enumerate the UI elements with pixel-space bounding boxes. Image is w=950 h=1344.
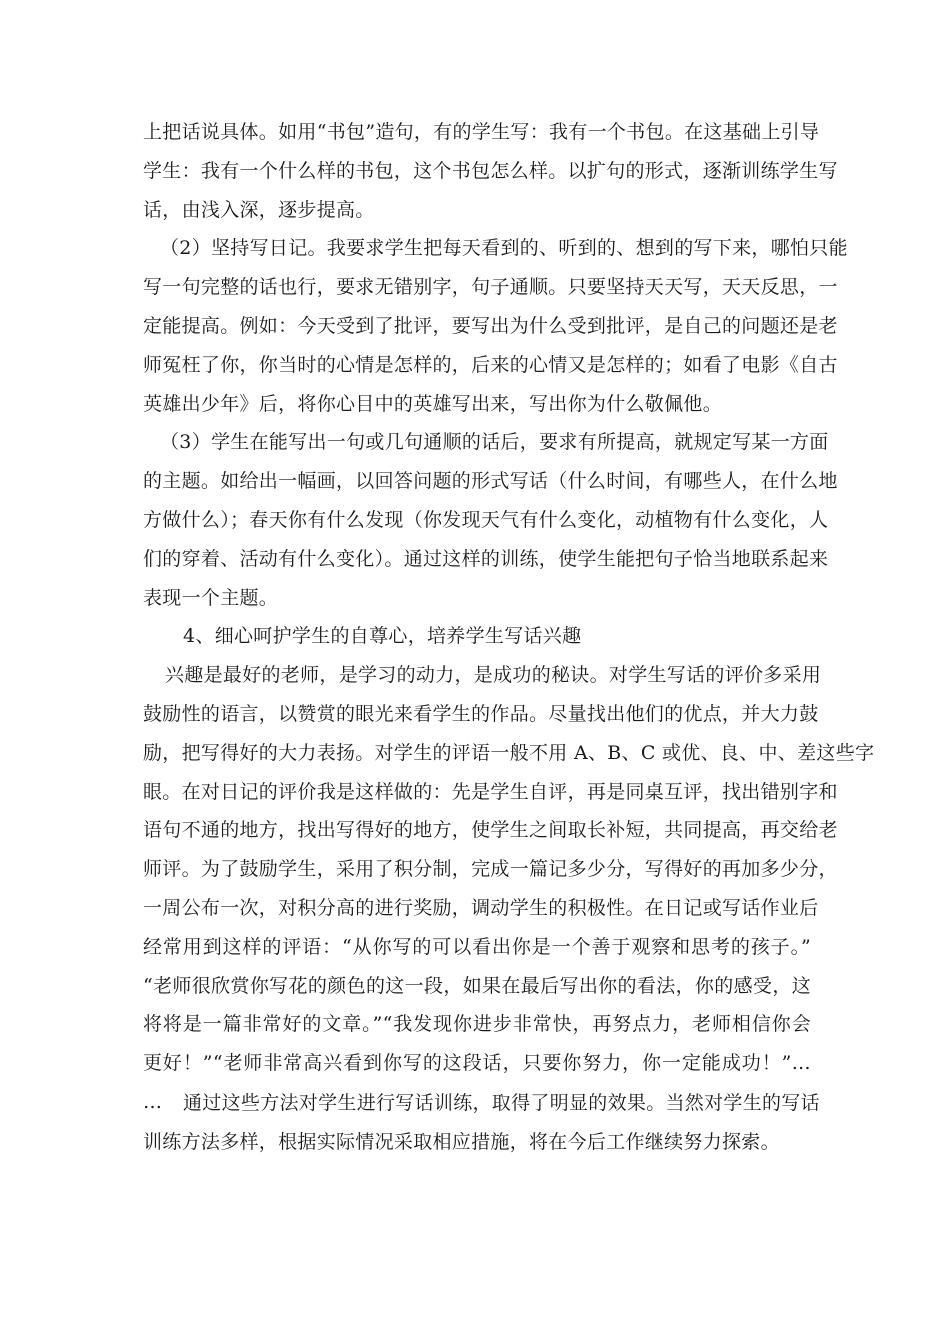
text-line: 经常用到这样的评语：“从你写的可以看出你是一个善于观察和思考的孩子。” [143,935,811,958]
text-line: 一周公布一次，对积分高的进行奖励，调动学生的积极性。在日记或写话作业后 [143,896,819,919]
closing-paragraph [143,1084,820,1162]
text-line: 兴趣是最好的老师，是学习的动力，是成功的秘诀。对学生写话的评价多采用 [165,664,822,687]
text-line: 学生：我有一个什么样的书包，这个书包怎么样。以扩句的形式，逐渐训练学生写 [143,159,838,182]
text-line: 英雄出少年》后，将你心目中的英雄写出来，写出你为什么敬佩他。 [143,392,723,415]
text-line: 定能提高。例如：今天受到了批评，要写出为什么受到批评，是自己的问题还是老 [143,314,838,337]
text-line: 方做什么）；春天你有什么发现（你发现天气有什么变化，动植物有什么变化，人 [143,508,829,531]
text-line: 通过这些方法对学生进行写话训练，取得了明显的效果。当然对学生的写话 [183,1092,820,1114]
text-line: 励，把写得好的大力表扬。对学生的评语一般不用 A、B、C 或优、良、中、差这些字 [143,741,875,764]
text-line: 表现一个主题。 [143,586,279,609]
text-line: 写一句完整的话也行，要求无错别字，句子通顺。只要坚持天天写，天天反思，一 [143,276,838,299]
text-line: 鼓励性的语言，以赞赏的眼光来看学生的作品。尽量找出他们的优点，并大力鼓 [143,702,819,725]
text-line: … [143,1090,163,1113]
text-line: 们的穿着、活动有什么变化）。通过这样的训练，使学生能把句子恰当地联系起来 [143,547,829,570]
text-line: “老师很欣赏你写花的颜色的这一段，如果在最后写出你的看法，你的感受，这 [143,974,811,997]
text-line: 将将是一篇非常好的文章。”“我发现你进步非常快，再努点力，老师相信你会 [143,1013,811,1036]
text-line: 话，由浅入深，逐步提高。 [143,198,375,221]
section-heading: 4、细心呵护学生的自尊心，培养学生写话兴趣 [183,625,582,648]
text-line: 更好！”“老师非常高兴看到你写的这段话，只要你努力，你一定能成功！”… [143,1052,811,1075]
text-line: （2）坚持写日记。我要求学生把每天看到的、听到的、想到的写下来，哪怕只能 [160,237,848,260]
text-line: 的主题。如给出一幅画，以回答问题的形式写话（什么时间，有哪些人，在什么地 [143,470,838,493]
text-line: 语句不通的地方，找出写得好的地方，使学生之间取长补短，共同提高，再交给老 [143,819,838,842]
body-text [143,113,875,1122]
text-line: 训练方法多样，根据实际情况采取相应措施，将在今后工作继续努力探索。 [143,1130,780,1153]
text-line: 眼。在对日记的评价我是这样做的：先是学生自评，再是同桌互评，找出错别字和 [143,780,838,803]
text-line: （3）学生在能写出一句或几句通顺的话后，要求有所提高，就规定写某一方面 [160,431,829,454]
text-line: 师冤枉了你，你当时的心情是怎样的，后来的心情又是怎样的；如看了电影《自古 [143,353,838,376]
text-line: 上把话说具体。如用“书包”造句，有的学生写：我有一个书包。在这基础上引导 [143,121,820,143]
text-line: 师评。为了鼓励学生，采用了积分制，完成一篇记多少分，写得好的再加多少分， [143,858,838,881]
